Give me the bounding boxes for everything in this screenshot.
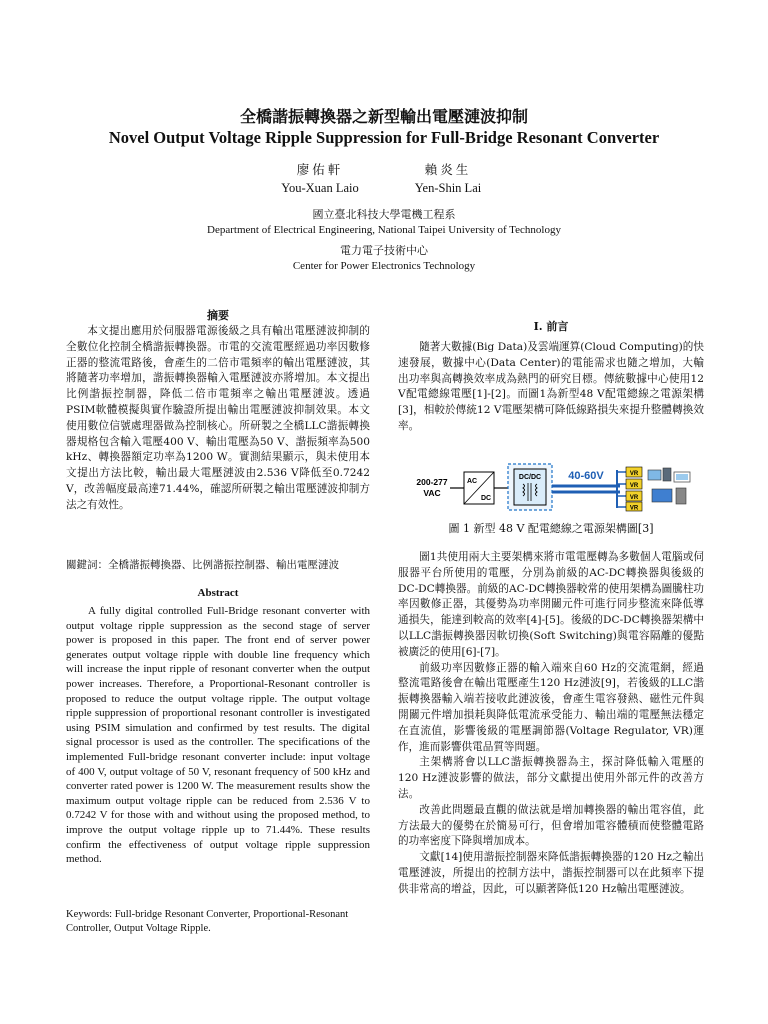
figure1-caption: 圖 1 新型 48 V 配電總線之電源架構圖[3]: [448, 522, 654, 535]
section1-heading: I. 前言: [533, 320, 569, 333]
center-en: Center for Power Electronics Technology: [292, 260, 476, 272]
fig-vin-bottom: VAC: [423, 488, 441, 498]
title-en: Novel Output Voltage Ripple Suppression for Full-Bridge Resonant Converter: [108, 128, 660, 147]
keywords-en: Keywords: Full-bridge Resonant Converter, Proportional-Resonant Controller, Output Voltage Ripple.: [66, 909, 349, 934]
vr-label-3: VR: [629, 495, 639, 501]
abstract-en-heading: Abstract: [197, 587, 239, 599]
author-1-en: You-Xuan Laio: [281, 181, 359, 195]
section1-p5: 改善此問題最直觀的做法就是增加轉換器的輸出電容值，此方法最大的優勢在於簡易可行，但會增加電容體積而使整體電路的功率密度下降與增加成本。: [398, 803, 704, 848]
fig-ac-label: AC: [466, 478, 478, 485]
author-1-zh: 廖佑軒: [296, 162, 344, 177]
vr-label-1: VR: [629, 471, 639, 477]
section1-p6: 文獻[14]使用諧振控制器來降低諧振轉換器的120 Hz之輸出電壓漣波，所提出的控制方法中，諧振控制器可以在此頻率下提供非常高的增益，因此，可以顯著降低120 Hz輸出電壓漣波。: [398, 851, 704, 895]
figure1-diagram: [412, 462, 702, 512]
keywords-zh: 關鍵詞：全橋諧振轉換器、比例諧振控制器、輸出電壓漣波: [66, 559, 339, 571]
load-icons: [648, 468, 690, 504]
vr-label-4: VR: [629, 505, 639, 512]
title-zh: 全橋諧振轉換器之新型輸出電壓漣波抑制: [239, 107, 528, 126]
abstract-en-text: A fully digital controlled Full-Bridge resonant converter with output voltage ripple suppression as the second stage of server power is proposed in this paper. The front end of server power generates output voltage ripple with double line frequency which will increase the input ripple of resonant converter when the output power increases. Therefore, a Proportional-Resonant controller is proposed to reduce the output voltage ripple. The output voltage ripple suppression of proportional resonant controller is investigated using PSIM simulation and confirmed by test results. The digital signal processor is used as the controller. The specifications of the implemented Full-bridge resonant converter include: input voltage of 400 V, output voltage of 50 V, resonant frequency of 500 kHz and converter rated power is 1200 W. The measurement results show the maximum output voltage ripple can be reduced from 2.536 V to 0.7242 V for those with and without using the proposed method, to improve the output voltage ripple up to 71.44%. These results confirm the effectiveness of output voltage ripple suppression method.: [66, 605, 370, 866]
section1-p3: 前級功率因數修正器的輸入端來自60 Hz的交流電網，經過整流電路後會在輸出電壓產生120 Hz漣波[9]，若後級的LLC諧振轉換器輸入端若接收此漣波後，會產生電容發熱、磁性元件與開關元件增加損耗與降低電流承受能力、輸出端的電壓無法穩定在直流值，影響後級的電壓調節器(Voltage Regulator, VR)運作，進而影響供電品質等問題。: [398, 661, 704, 753]
dept-en: Department of Electrical Engineering, National Taipei University of Technology: [207, 224, 561, 236]
abstract-en: [66, 604, 370, 867]
author-2-zh: 賴炎生: [424, 162, 472, 177]
section1-intro: [398, 340, 704, 435]
abstract-zh-text: 本文提出應用於伺服器電源後級之具有輸出電壓漣波抑制的全數位化控制全橋諧振轉換器。市電的交流電壓經過功率因數修正器的整流電路後，會產生的二倍市電頻率的輸出電壓漣波，其將隨著功率增加，諧振轉換器輸入電壓漣波亦將增加。本文提出比例諧振控制器，降低二倍市電頻率之輸出電壓漣波。透過PSIM軟體模擬與實作驗證所提出輸出電壓漣波抑制效果。本文使用數位信號處理器做為控制核心。所研製之全橋LLC諧振轉換器規格包含輸入電壓400 V、輸出電壓為50 V、諧振頻率為500 kHz、轉換器額定功率為1200 W。實測結果顯示，與未使用本文提出方法比較，輸出最大電壓漣波由2.536 V降低至0.7242 V，改善幅度最高達71.44%，確認所研製之輸出電壓漣波抑制方法之有效性。: [66, 325, 370, 511]
abstract-zh-heading: 摘要: [207, 309, 229, 322]
monitor-icon: [648, 470, 661, 480]
dept-zh: 國立臺北科技大學電機工程系: [312, 209, 456, 221]
display-icon: [652, 489, 672, 502]
author-2-en: Yen-Shin Lai: [414, 181, 482, 195]
section1-p2: 圖1共使用兩大主要架構來將市電電壓轉為多數個人電腦或伺服器平台所使用的電壓，分別為前級的AC-DC轉換器與後級的DC-DC轉換器。前級的AC-DC轉換器較常的使用架構為圖騰柱功率因數修正器，其優勢為功率開關元件可進行同步整流來降低導通損失，能達到較高的效率[4]-[5]。後級的DC-DC轉換器架構中以LLC諧振轉換器因軟切換(Soft Switching)與電容隔離的優點被廣泛的使用[6]-[7]。: [398, 551, 704, 658]
fig-dcdc-label: DC/DC: [518, 474, 542, 481]
center-zh: 電力電子技術中心: [340, 245, 428, 257]
fig-vin-top: 200-277: [416, 477, 448, 487]
fig-vr-column: [617, 467, 642, 512]
fig-bus-voltage: 40-60V: [568, 470, 604, 482]
fig-dc-label: DC: [480, 495, 492, 502]
author-2: [358, 160, 538, 196]
section1-p4: 主架構將會以LLC諧振轉換器為主，探討降低輸入電壓的120 Hz漣波影響的做法，部分文獻提出使用外部元件的改善方法。: [398, 756, 704, 800]
abstract-zh: [66, 324, 370, 514]
tower-icon: [676, 488, 686, 504]
vr-label-2: VR: [629, 483, 639, 489]
section1-p1: 隨著大數據(Big Data)及雲端運算(Cloud Computing)的快速發展，數據中心(Data Center)的電能需求也隨之增加，大輸出功率與高轉換效率成為熱門的研究目標。傳統數據中心使用12 V配電總線電壓[1]-[2]。而圖1為新型48 V配電總線之電源架構[3]，相較於傳統12 V電壓架構可降低線路損失來提升整體轉換效率。: [398, 341, 704, 432]
laptop-screen-icon: [676, 474, 688, 480]
affiliation-dept: [0, 208, 768, 238]
server-icon: [663, 468, 671, 481]
section1-body: [398, 550, 704, 898]
affiliation-center: [0, 244, 768, 274]
